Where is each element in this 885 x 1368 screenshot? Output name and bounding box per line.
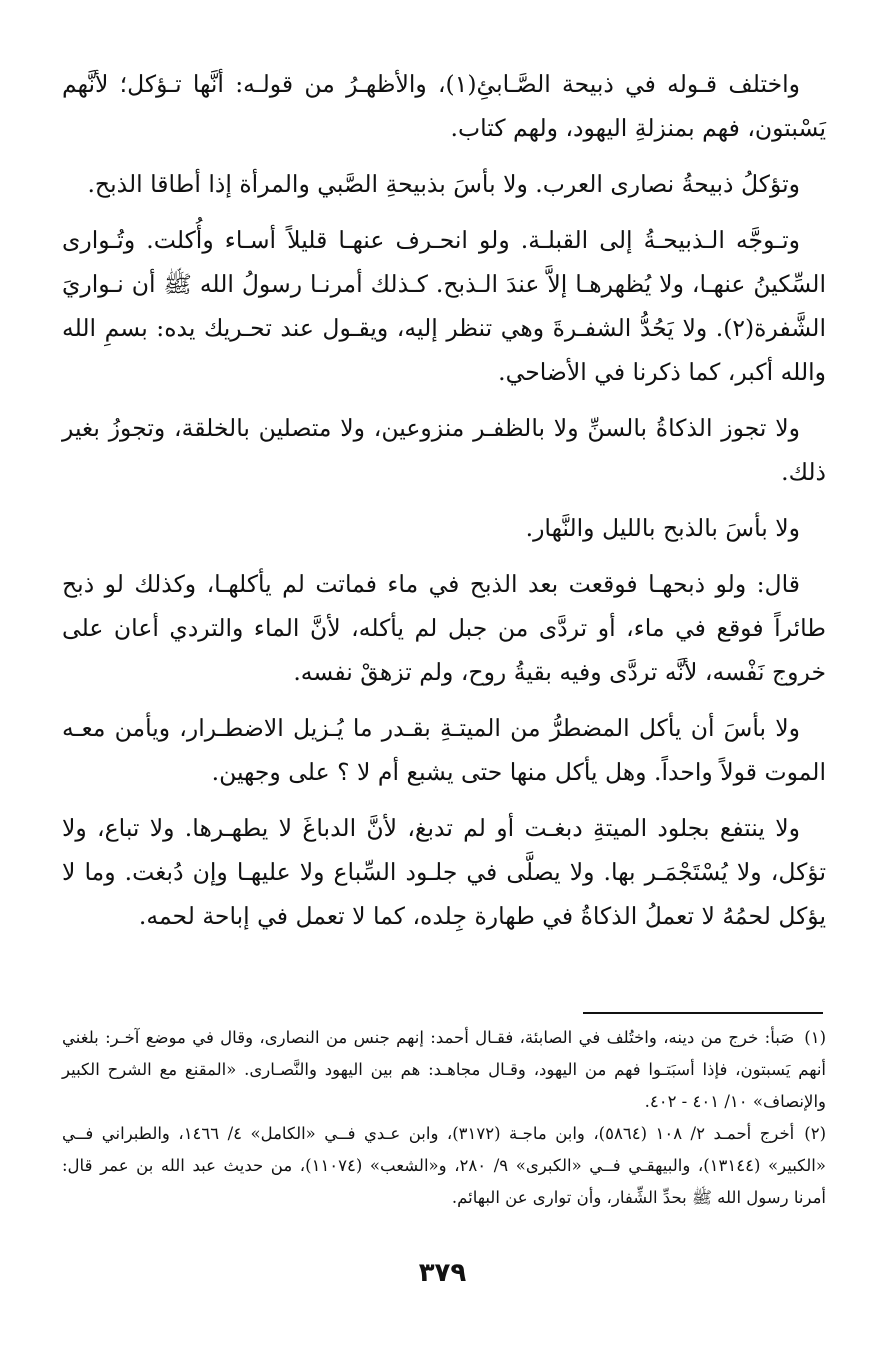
paragraph-4: ولا تجوز الذكاةُ بالسنِّ ولا بالظفـر منزوعين، ولا متصلين بالخلقة، وتجوزُ بغير ذلك. xyxy=(62,414,826,486)
paragraph-3: وتـوجَّه الـذبيحـةُ إلى القبلـة. ولو انحـرف عنهـا قليلاً أسـاء وأُكلت. وتُـوارى السِّكينُ عنهـا، ولا يُظهرهـا إلاَّ عندَ الـذبح. كـذلك أمرنـا رسولُ الله ﷺ أن نـواريَ الشَّفرة(٢). ولا يَحُدُّ الشفـرةَ وهي تنظر إليه، ويقـول عند تحـريك يده: بسمِ الله والله أكبر، كما ذكرنا في الأضاحي. xyxy=(62,226,826,386)
main-text xyxy=(62,62,826,950)
footnote-text: صَبأ: خرج من دينه، واختُلف في الصابئة، فقـال أحمد: إنهم جنس من النصارى، وقال في موضع آخـر: بلغني أنهم يَسبتون، فإذا أسبَتـوا فهم من اليهود، وقـال مجاهـد: هم بين اليهود والنَّصـارى. «المقنع مع الشرح الكبير والإنصاف» ١٠/ ٤٠١ - ٤٠٢. xyxy=(62,1028,826,1111)
paragraph-7: ولا بأسَ أن يأكل المضطرُّ من الميتـةِ بقـدر ما يُـزيل الاضطـرار، ويأمن معـه الموت قولاً واحداً. وهل يأكل منها حتى يشبع أم لا ؟ على وجهين. xyxy=(62,714,826,786)
paragraph-2: وتؤكلُ ذبيحةُ نصارى العرب. ولا بأسَ بذبيحةِ الصَّبي والمرأة إذا أطاقا الذبح. xyxy=(87,170,800,198)
footnote-1 xyxy=(62,1022,826,1118)
footnote-2 xyxy=(62,1118,826,1214)
paragraph-5: ولا بأسَ بالذبح بالليل والنَّهار. xyxy=(525,514,800,542)
paragraph-8: ولا ينتفع بجلود الميتةِ دبغـت أو لم تدبغ، لأنَّ الدباغَ لا يطهـرها. ولا تباع، ولا تؤكل، ولا يُسْتَجْمَـر بها. ولا يصلَّى في جلـود السِّباع ولا عليهـا وإن دُبغت. وما لا يؤكل لحمُهُ لا تعملُ الذكاةُ في طهارة جِلده، كما لا تعمل في إباحة لحمه. xyxy=(62,814,826,930)
footnote-number: (١) xyxy=(804,1028,826,1047)
paragraph-6: قال: ولو ذبحهـا فوقعت بعد الذبح في ماء فماتت لم يأكلهـا، وكذلك لو ذبح طائراً فوقع في ماء، أو تردَّى من جبل لم يأكله، لأنَّ الماء والتردي أعان على خروج نَفْسه، لأنَّه تردَّى وفيه بقيةُ روح، ولم تزهقْ نفسه. xyxy=(62,570,826,686)
footnote-text: أخرج أحمـد ٢/ ١٠٨ (٥٨٦٤)، وابن ماجـة (٣١٧٢)، وابن عـدي فــي «الكامل» ٤/ ١٤٦٦، والطبراني فــي «الكبير» (١٣١٤٤)، والبيهقـي فــي «الكبرى» ٩/ ٢٨٠، و«الشعب» (١١٠٧٤)، من حديث عبد الله بن عمر قال: أمرنا رسول الله ﷺ بحدِّ الشِّفار، وأن توارى عن البهائم. xyxy=(62,1124,826,1207)
page-number: ٣٧٩ xyxy=(418,1258,467,1288)
footnote-divider xyxy=(583,1012,823,1014)
paragraph-1: واختلف قـوله في ذبيحة الصَّـابئِ(١)، والأظهـرُ من قولـه: أنَّها تـؤكل؛ لأنَّهم يَسْبتون، فهم بمنزلةِ اليهود، ولهم كتاب. xyxy=(62,70,826,142)
footnotes xyxy=(62,1022,826,1214)
footnote-number: (٢) xyxy=(804,1124,827,1143)
